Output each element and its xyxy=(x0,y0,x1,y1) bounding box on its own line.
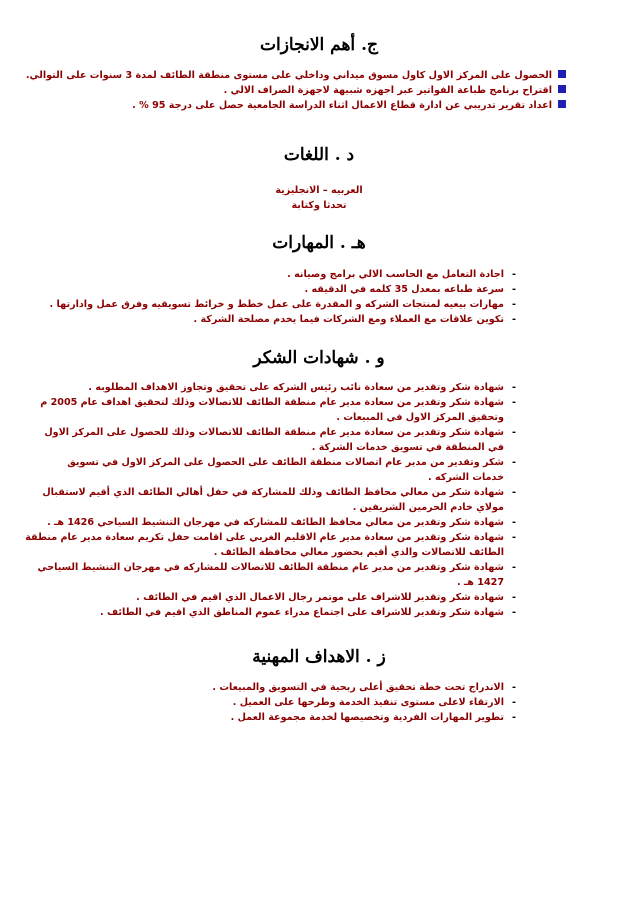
certificate-continuation: خدمات الشركه . xyxy=(428,472,504,483)
certificate-item: -شهادة شكر وتقدير من سعادة مدير عام منطقة الطائف للاتصالات وذلك للحصول على المركز الاول xyxy=(44,427,516,438)
blue-square-icon xyxy=(558,85,566,93)
skill-item: -اجادة التعامل مع الحاسب الالي برامج وصيانه . xyxy=(287,269,516,280)
goal-item: -الاندراج تحت خطة تحقيق أعلى ربحية في التسويق والمبيعات . xyxy=(212,682,516,693)
certificate-item: -شهادة شكر وتقدير للاشراف على اجتماع مدراء عموم المناطق الذي اقيم في الطائف . xyxy=(99,607,516,618)
certificate-item: -شهادة شكر وتقدير من معالي محافظ الطائف للمشاركه في مهرجان التنشيط السياحي 1426 هـ . xyxy=(47,517,516,528)
achievement-item: اعداد تقرير تدريبي عن ادارة قطاع الاعمال اثناء الدراسة الجامعية حصل على درجة 95 % . xyxy=(68,100,566,113)
languages-line: تحدثا وكتابة xyxy=(291,200,347,211)
certificates-heading: و . شهادات الشكر xyxy=(253,348,385,368)
certificate-item: -شهادة شكر وتقدير من سعادة مدير عام الاقليم الغربي على اقامت حفل تكريم سعادة مدير عام منطقة xyxy=(25,532,516,543)
certificate-continuation: وتحقيق المركز الاول في المبيعات . xyxy=(336,412,504,423)
skill-item: -تكوين علاقات مع العملاء ومع الشركات فيما يخدم مصلحة الشركة . xyxy=(193,314,516,325)
languages-heading: د . اللغات xyxy=(283,145,355,165)
goal-item: -الارتقاء لاعلى مستوى تنفيذ الخدمة وطرحها على العميل . xyxy=(232,697,516,708)
goal-item: -تطوير المهارات الفردية وتخصيصها لخدمة مجموعة العمل . xyxy=(230,712,516,723)
goals-heading: ز . الاهداف المهنية xyxy=(252,647,386,667)
certificate-item: -شهادة شكر وتقدير من مدير عام منطقة الطائف للاتصالات للمشاركه في مهرجان التنشيط السياحي xyxy=(37,562,516,573)
skill-item: -مهارات بيعيه لمنتجات الشركه و المقدرة على عمل خطط و خرائط تسويقيه وفرق عمل وادارتها . xyxy=(49,299,516,310)
skill-item: -سرعة طباعه بمعدل 35 كلمه في الدقيقه . xyxy=(304,284,516,295)
achievement-item: اقتراح برنامج طباعة الفواتير عبر اجهزه شبيهة لاجهزة الصراف الالي . xyxy=(68,85,566,98)
certificate-item: -شهادة شكر وتقدير للاشراف على موتمر رجال الاعمال الذي اقيم في الطائف . xyxy=(136,592,516,603)
achievement-item: الحصول على المركز الاول كاول مسوق ميداني وداخلي على مستوى منطقة الطائف لمدة 3 سنوات على التوالي. xyxy=(68,70,566,83)
certificate-continuation: 1427 هـ . xyxy=(457,577,504,588)
certificate-item: -شهادة شكر وتقدير من سعادة مدير عام منطقة الطائف للاتصالات وذلك لتحقيق اهداف عام 2005 م xyxy=(40,397,516,408)
blue-square-icon xyxy=(558,100,566,108)
skills-heading: هـ . المهارات xyxy=(272,233,366,253)
certificate-item: -شهادة شكر وتقدير من سعادة نائب رئيس الشركه على تحقيق وتجاوز الاهداف المطلوبه . xyxy=(88,382,516,393)
certificate-continuation: مولاي خادم الحرمين الشريفين . xyxy=(352,502,504,513)
certificate-item: -شكر وتقدير من مدير عام اتصالات منطقة الطائف على الحصول على المركز الاول في تسويق xyxy=(67,457,516,468)
blue-square-icon xyxy=(558,70,566,78)
languages-line: العربيه – الانجليزية xyxy=(275,185,363,196)
certificate-item: -شهادة شكر من معالي محافظ الطائف وذلك للمشاركة في حفل أهالي الطائف الذي أقيم لاستقبال xyxy=(42,487,516,498)
certificate-continuation: الطائف للاتصالات والذي أقيم بحضور معالي محافظة الطائف . xyxy=(213,547,504,558)
achievements-heading: ج. أهم الانجازات xyxy=(260,35,378,55)
certificate-continuation: في المنطقة في تسويق خدمات الشركة . xyxy=(311,442,504,453)
